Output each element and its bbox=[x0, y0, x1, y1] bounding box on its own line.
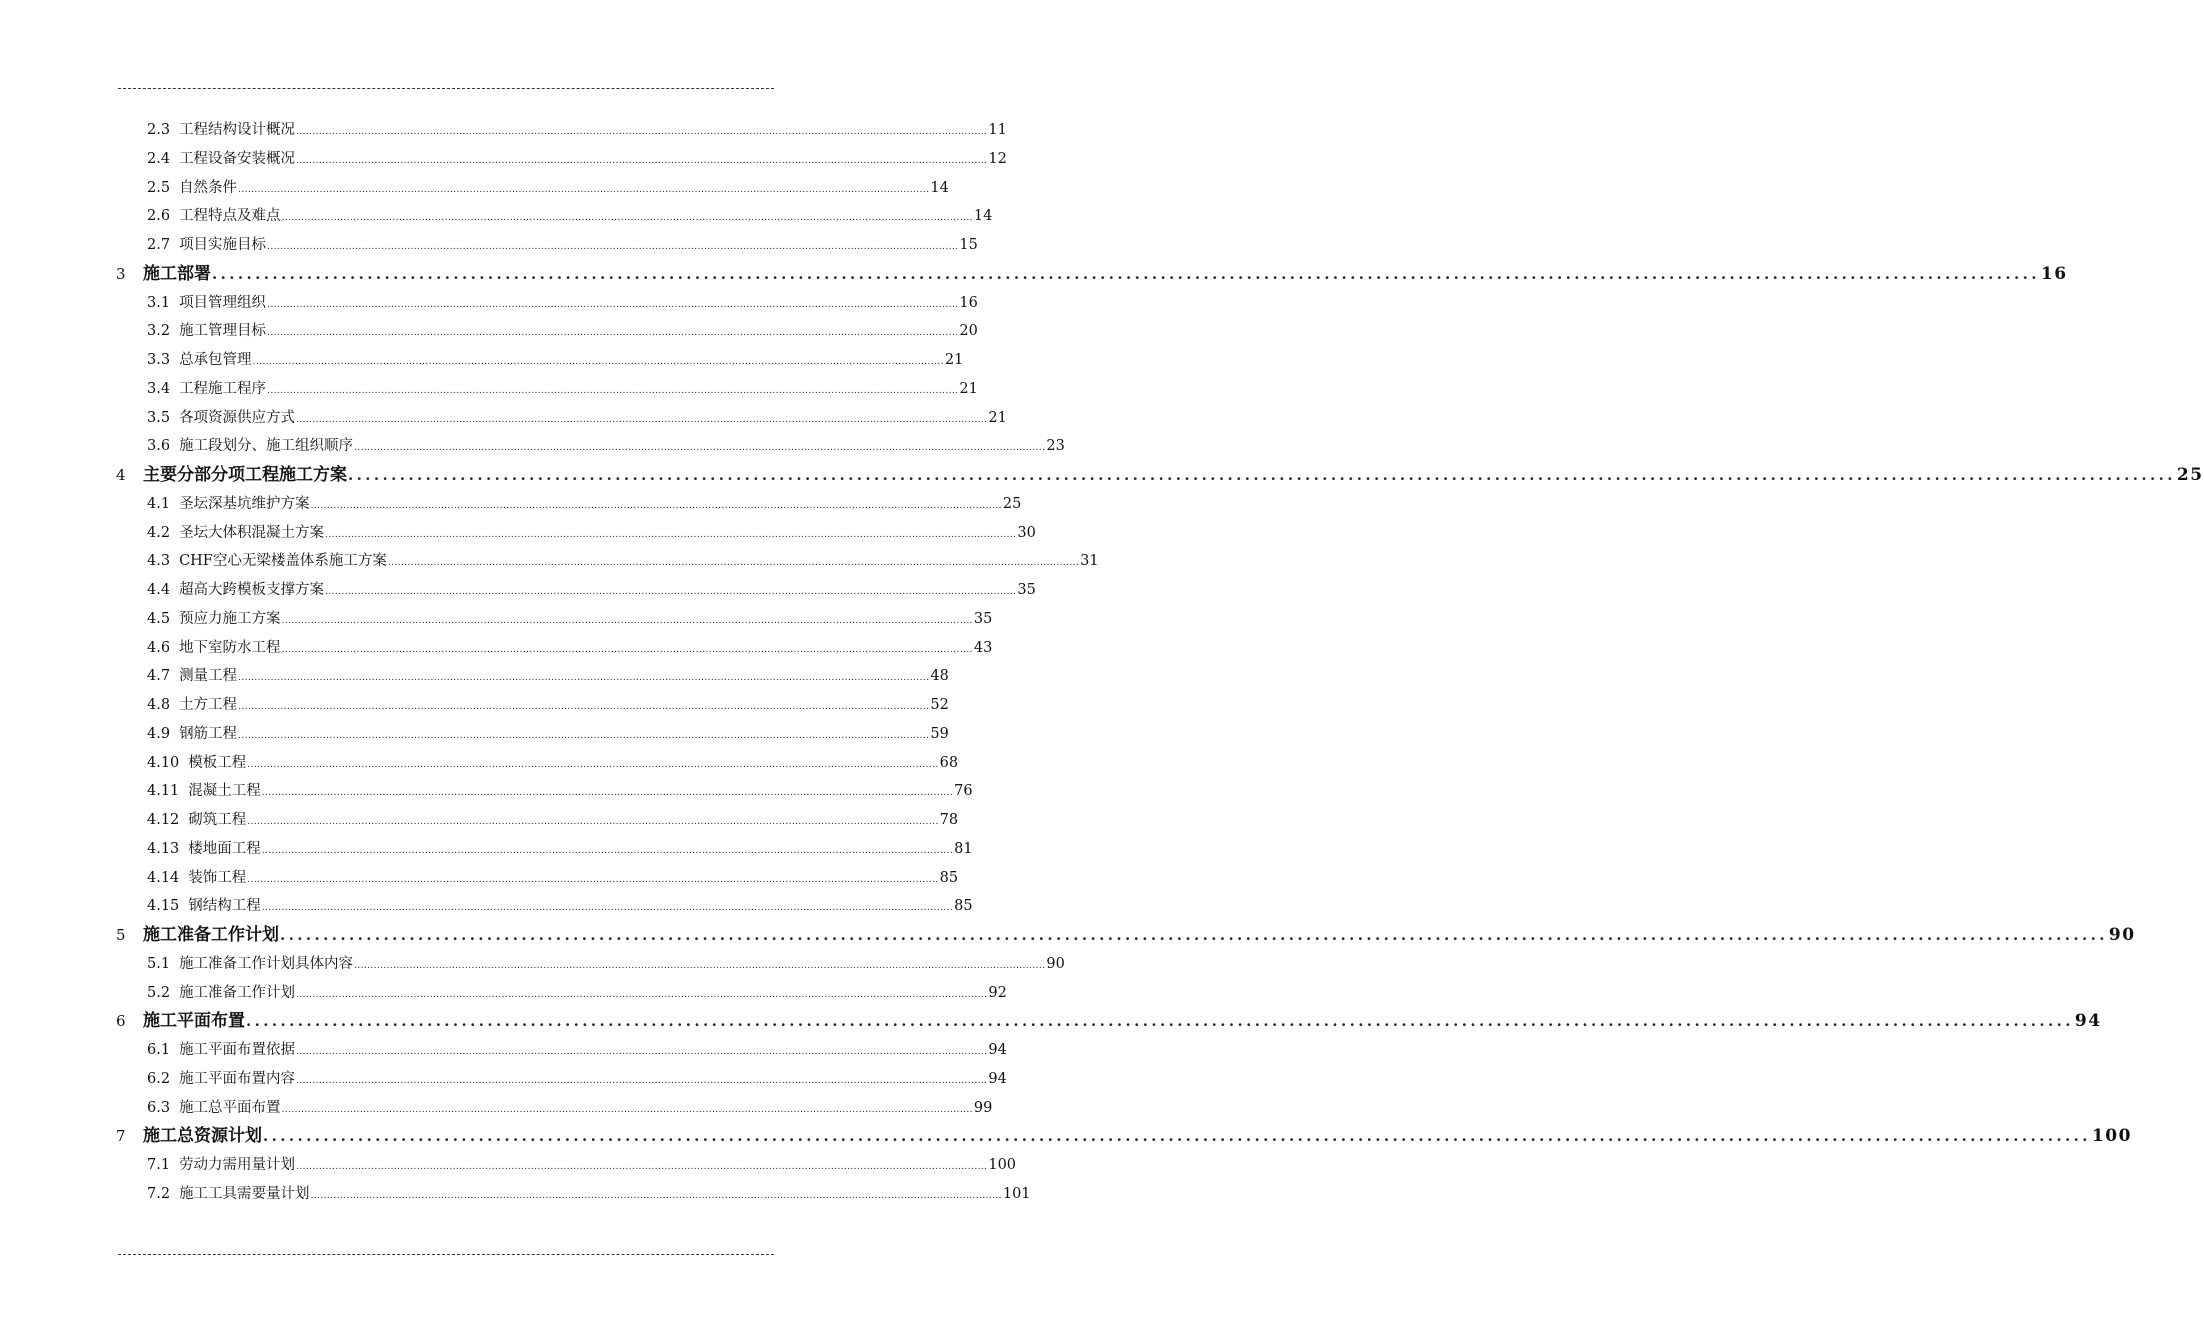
toc-section-entry[interactable] bbox=[147, 576, 1036, 605]
toc-entry-number: 4.7 bbox=[147, 668, 171, 685]
toc-entry-title: 土方工程 bbox=[179, 697, 238, 713]
toc-page-number: 21 bbox=[944, 352, 964, 368]
toc-dot-leader: .................................................................................................................................................................................................................... bbox=[296, 1047, 988, 1057]
toc-dot-leader: .................................................................................................................................................................................................................... bbox=[238, 673, 930, 684]
toc-page-number: 16 bbox=[959, 294, 978, 311]
toc-entry-title: 砌筑工程 bbox=[188, 812, 247, 828]
toc-page-number: 85 bbox=[954, 898, 973, 915]
toc-entry-title: 圣坛大体积混凝土方案 bbox=[179, 524, 325, 541]
toc-entry-number: 5.1 bbox=[147, 955, 171, 972]
toc-entry-number: 6.3 bbox=[147, 1099, 171, 1116]
toc-chapter-entry[interactable] bbox=[116, 461, 2204, 490]
toc-section-entry[interactable] bbox=[147, 547, 1099, 576]
toc-dot-leader: .................................................................................................................................................................................................................... bbox=[263, 1127, 2091, 1146]
toc-entry-number: 6.1 bbox=[147, 1042, 171, 1058]
toc-dot-leader: .................................................................................................................................................................................................................... bbox=[310, 500, 1002, 511]
toc-section-entry[interactable] bbox=[147, 1094, 993, 1123]
toc-entry-title: 施工准备工作计划具体内容 bbox=[179, 955, 354, 972]
toc-entry-title: 工程设备安装概况 bbox=[179, 150, 296, 167]
toc-section-entry[interactable] bbox=[147, 202, 993, 231]
toc-section-entry[interactable] bbox=[147, 145, 1007, 174]
toc-entry-title: 施工平面布置依据 bbox=[179, 1042, 296, 1058]
toc-section-entry[interactable] bbox=[147, 1180, 1031, 1209]
toc-entry-number: 5.2 bbox=[147, 984, 171, 1001]
toc-dot-leader: .................................................................................................................................................................................................................... bbox=[247, 817, 939, 827]
toc-entry-title: 测量工程 bbox=[179, 668, 238, 685]
toc-section-entry[interactable] bbox=[147, 346, 964, 375]
toc-entry-number: 4.14 bbox=[147, 869, 180, 886]
toc-entry-title: 地下室防水工程 bbox=[179, 639, 281, 656]
toc-dot-leader: .................................................................................................................................................................................................................... bbox=[280, 926, 2108, 944]
toc-page-number: 43 bbox=[973, 639, 993, 656]
toc-page-number: 31 bbox=[1080, 553, 1099, 570]
toc-chapter-entry[interactable] bbox=[116, 921, 2136, 950]
toc-entry-number: 3.5 bbox=[147, 409, 171, 426]
toc-page-number: 100 bbox=[2091, 1126, 2132, 1147]
toc-dot-leader: .................................................................................................................................................................................................................... bbox=[281, 213, 973, 224]
toc-page-number: 15 bbox=[959, 237, 978, 253]
toc-page-number: 94 bbox=[2074, 1011, 2102, 1032]
toc-dot-leader: .................................................................................................................................................................................................................... bbox=[267, 299, 959, 310]
toc-section-entry[interactable] bbox=[147, 749, 959, 778]
toc-entry-number: 3.4 bbox=[147, 380, 171, 397]
toc-dot-leader: .................................................................................................................................................................................................................... bbox=[354, 960, 1046, 971]
toc-entry-number: 3.1 bbox=[147, 294, 171, 311]
toc-section-entry[interactable] bbox=[147, 1151, 1017, 1180]
toc-dot-leader: .................................................................................................................................................................................................................... bbox=[348, 466, 2176, 484]
toc-dot-leader: .................................................................................................................................................................................................................... bbox=[267, 328, 959, 339]
toc-entry-title: 模板工程 bbox=[188, 754, 247, 771]
toc-dot-leader: .................................................................................................................................................................................................................... bbox=[261, 845, 954, 856]
toc-page-number: 78 bbox=[939, 812, 959, 828]
toc-section-entry[interactable] bbox=[147, 691, 949, 720]
toc-entry-number: 2.5 bbox=[147, 179, 171, 196]
toc-chapter-entry[interactable] bbox=[116, 260, 2068, 289]
toc-dot-leader: .................................................................................................................................................................................................................... bbox=[281, 615, 973, 626]
toc-dot-leader: .................................................................................................................................................................................................................... bbox=[296, 1075, 988, 1086]
toc-entry-number: 4.10 bbox=[147, 754, 180, 771]
toc-page-number: 25 bbox=[1002, 495, 1022, 512]
toc-page-number: 81 bbox=[954, 840, 973, 857]
toc-entry-title: 项目实施目标 bbox=[179, 237, 267, 253]
toc-entry-title: 施工平面布置内容 bbox=[179, 1070, 296, 1087]
toc-entry-title: 装饰工程 bbox=[188, 869, 247, 886]
toc-page-number: 25 bbox=[2176, 465, 2204, 485]
toc-entry-number: 3.2 bbox=[147, 323, 171, 340]
toc-entry-number: 3 bbox=[116, 264, 126, 283]
toc-entry-number: 4.1 bbox=[147, 495, 171, 512]
toc-entry-title: 施工段划分、施工组织顺序 bbox=[179, 438, 354, 455]
toc-entry-number: 4.9 bbox=[147, 725, 171, 742]
toc-page-number: 48 bbox=[930, 668, 949, 685]
toc-entry-number: 4.12 bbox=[147, 812, 180, 828]
toc-page-number: 35 bbox=[1017, 582, 1036, 598]
toc-entry-title: 工程特点及难点 bbox=[179, 208, 281, 225]
toc-entry-number: 4.11 bbox=[147, 783, 180, 800]
toc-entry-number: 4.2 bbox=[147, 524, 171, 541]
toc-entry-title: 施工管理目标 bbox=[179, 323, 267, 340]
toc-dot-leader: .................................................................................................................................................................................................................... bbox=[238, 730, 930, 741]
toc-entry-title: CHF空心无梁楼盖体系施工方案 bbox=[179, 553, 387, 570]
toc-section-entry[interactable] bbox=[147, 950, 1065, 979]
toc-entry-title: 项目管理组织 bbox=[179, 294, 267, 311]
toc-entry-title: 施工总资源计划 bbox=[143, 1126, 262, 1147]
toc-section-entry[interactable] bbox=[147, 116, 1007, 145]
toc-entry-title: 楼地面工程 bbox=[188, 840, 261, 857]
toc-dot-leader: .................................................................................................................................................................................................................... bbox=[296, 127, 988, 137]
toc-page-number: 14 bbox=[930, 179, 949, 196]
toc-entry-title: 圣坛深基坑维护方案 bbox=[179, 495, 310, 512]
toc-dot-leader: .................................................................................................................................................................................................................... bbox=[267, 242, 959, 252]
toc-page-number: 14 bbox=[973, 208, 993, 225]
toc-dot-leader: .................................................................................................................................................................................................................... bbox=[261, 788, 954, 799]
toc-page-number: 94 bbox=[988, 1042, 1007, 1058]
footer-dashed-rule bbox=[118, 1254, 774, 1255]
toc-entry-title: 钢筋工程 bbox=[179, 725, 238, 742]
toc-page-number: 21 bbox=[959, 380, 978, 397]
toc-section-entry[interactable] bbox=[147, 490, 1022, 519]
toc-dot-leader: .................................................................................................................................................................................................................... bbox=[310, 1190, 1002, 1201]
toc-entry-title: 施工部署 bbox=[143, 263, 211, 284]
toc-chapter-entry[interactable] bbox=[116, 1122, 2132, 1151]
toc-dot-leader: .................................................................................................................................................................................................................... bbox=[252, 357, 944, 367]
toc-page-number: 12 bbox=[988, 150, 1007, 167]
toc-entry-title: 施工准备工作计划 bbox=[179, 984, 296, 1001]
toc-entry-number: 2.6 bbox=[147, 208, 171, 225]
toc-dot-leader: .................................................................................................................................................................................................................... bbox=[261, 903, 954, 914]
toc-entry-title: 主要分部分项工程施工方案 bbox=[143, 465, 347, 485]
toc-entry-number: 2.3 bbox=[147, 122, 171, 138]
toc-section-entry[interactable] bbox=[147, 231, 978, 260]
toc-section-entry[interactable] bbox=[147, 864, 959, 893]
toc-section-entry[interactable] bbox=[147, 634, 993, 663]
toc-entry-title: 工程结构设计概况 bbox=[179, 122, 296, 138]
toc-section-entry[interactable] bbox=[147, 662, 949, 691]
toc-entry-number: 4 bbox=[116, 466, 126, 484]
toc-dot-leader: .................................................................................................................................................................................................................... bbox=[247, 759, 939, 770]
toc-page-number: 20 bbox=[959, 323, 978, 340]
toc-section-entry[interactable] bbox=[147, 404, 1007, 433]
toc-dot-leader: .................................................................................................................................................................................................................... bbox=[281, 644, 973, 655]
toc-dot-leader: .................................................................................................................................................................................................................... bbox=[387, 558, 1080, 569]
toc-section-entry[interactable] bbox=[147, 375, 978, 404]
toc-entry-number: 4.3 bbox=[147, 553, 171, 570]
toc-dot-leader: .................................................................................................................................................................................................................... bbox=[246, 1012, 2074, 1031]
toc-page-number: 85 bbox=[939, 869, 959, 886]
toc-entry-title: 施工工具需要量计划 bbox=[179, 1185, 310, 1202]
toc-page-number: 101 bbox=[1002, 1185, 1031, 1202]
toc-entry-title: 预应力施工方案 bbox=[179, 610, 281, 627]
toc-dot-leader: .................................................................................................................................................................................................................... bbox=[267, 385, 959, 396]
toc-page-number: 90 bbox=[2108, 925, 2136, 945]
toc-page-number: 21 bbox=[988, 409, 1007, 426]
toc-entry-number: 4.15 bbox=[147, 898, 180, 915]
toc-section-entry[interactable] bbox=[147, 605, 993, 634]
toc-entry-number: 5 bbox=[116, 926, 126, 944]
toc-entry-number: 4.5 bbox=[147, 610, 171, 627]
toc-section-entry[interactable] bbox=[147, 979, 1007, 1008]
toc-section-entry[interactable] bbox=[147, 432, 1065, 461]
toc-dot-leader: .................................................................................................................................................................................................................... bbox=[354, 443, 1046, 454]
toc-dot-leader: .................................................................................................................................................................................................................... bbox=[247, 874, 939, 885]
toc-section-entry[interactable] bbox=[147, 720, 949, 749]
toc-entry-number: 6.2 bbox=[147, 1070, 171, 1087]
toc-dot-leader: .................................................................................................................................................................................................................... bbox=[296, 1162, 988, 1172]
toc-dot-leader: .................................................................................................................................................................................................................... bbox=[212, 264, 2040, 283]
toc-entry-title: 工程施工程序 bbox=[179, 380, 267, 397]
toc-dot-leader: .................................................................................................................................................................................................................... bbox=[238, 702, 930, 712]
toc-page-number: 16 bbox=[2040, 263, 2068, 284]
toc-section-entry[interactable] bbox=[147, 1036, 1007, 1065]
toc-entry-title: 施工总平面布置 bbox=[179, 1099, 281, 1116]
toc-entry-number: 7.1 bbox=[147, 1157, 171, 1173]
toc-page-number: 59 bbox=[930, 725, 949, 742]
toc-section-entry[interactable] bbox=[147, 317, 978, 346]
toc-entry-title: 钢结构工程 bbox=[188, 898, 261, 915]
toc-entry-number: 7 bbox=[116, 1127, 126, 1146]
toc-section-entry[interactable] bbox=[147, 777, 973, 806]
toc-entry-title: 自然条件 bbox=[179, 179, 238, 196]
toc-dot-leader: .................................................................................................................................................................................................................... bbox=[238, 184, 930, 195]
toc-entry-number: 4.13 bbox=[147, 840, 180, 857]
toc-page-number: 94 bbox=[988, 1070, 1007, 1087]
toc-section-entry[interactable] bbox=[147, 519, 1036, 548]
toc-page-number: 76 bbox=[954, 783, 973, 800]
toc-dot-leader: .................................................................................................................................................................................................................... bbox=[296, 414, 988, 425]
toc-page-number: 90 bbox=[1046, 955, 1065, 972]
toc-page-number: 68 bbox=[939, 754, 959, 771]
table-of-contents bbox=[0, 116, 2204, 1209]
toc-entry-title: 混凝土工程 bbox=[188, 783, 261, 800]
toc-entry-number: 3.3 bbox=[147, 352, 171, 368]
toc-chapter-entry[interactable] bbox=[116, 1007, 2102, 1036]
toc-dot-leader: .................................................................................................................................................................................................................... bbox=[325, 529, 1017, 540]
toc-entry-number: 2.7 bbox=[147, 237, 171, 253]
toc-dot-leader: .................................................................................................................................................................................................................... bbox=[296, 155, 988, 166]
toc-page-number: 52 bbox=[930, 697, 949, 713]
toc-dot-leader: .................................................................................................................................................................................................................... bbox=[281, 1104, 973, 1115]
toc-page-number: 92 bbox=[988, 984, 1007, 1001]
toc-page-number: 99 bbox=[973, 1099, 993, 1116]
toc-page-number: 100 bbox=[988, 1157, 1017, 1173]
toc-section-entry[interactable] bbox=[147, 892, 973, 921]
toc-page-number: 35 bbox=[973, 610, 993, 627]
toc-dot-leader: .................................................................................................................................................................................................................... bbox=[296, 989, 988, 1000]
toc-entry-number: 6 bbox=[116, 1012, 126, 1031]
toc-entry-number: 2.4 bbox=[147, 150, 171, 167]
toc-page-number: 23 bbox=[1046, 438, 1065, 455]
toc-dot-leader: .................................................................................................................................................................................................................... bbox=[325, 587, 1017, 597]
toc-section-entry[interactable] bbox=[147, 174, 949, 203]
toc-section-entry[interactable] bbox=[147, 806, 959, 835]
toc-entry-title: 各项资源供应方式 bbox=[179, 409, 296, 426]
toc-entry-title: 施工平面布置 bbox=[143, 1011, 245, 1032]
toc-section-entry[interactable] bbox=[147, 1065, 1007, 1094]
toc-entry-title: 总承包管理 bbox=[179, 352, 252, 368]
toc-entry-title: 劳动力需用量计划 bbox=[179, 1157, 296, 1173]
header-dashed-rule bbox=[118, 88, 774, 89]
toc-section-entry[interactable] bbox=[147, 289, 978, 318]
toc-page-number: 11 bbox=[988, 122, 1007, 138]
toc-entry-title: 施工准备工作计划 bbox=[143, 925, 279, 945]
toc-entry-number: 4.4 bbox=[147, 582, 171, 598]
toc-entry-number: 4.8 bbox=[147, 697, 171, 713]
toc-entry-number: 3.6 bbox=[147, 438, 171, 455]
toc-entry-title: 超高大跨模板支撑方案 bbox=[179, 582, 325, 598]
toc-page-number: 30 bbox=[1017, 524, 1036, 541]
toc-section-entry[interactable] bbox=[147, 835, 973, 864]
toc-entry-number: 7.2 bbox=[147, 1185, 171, 1202]
toc-entry-number: 4.6 bbox=[147, 639, 171, 656]
